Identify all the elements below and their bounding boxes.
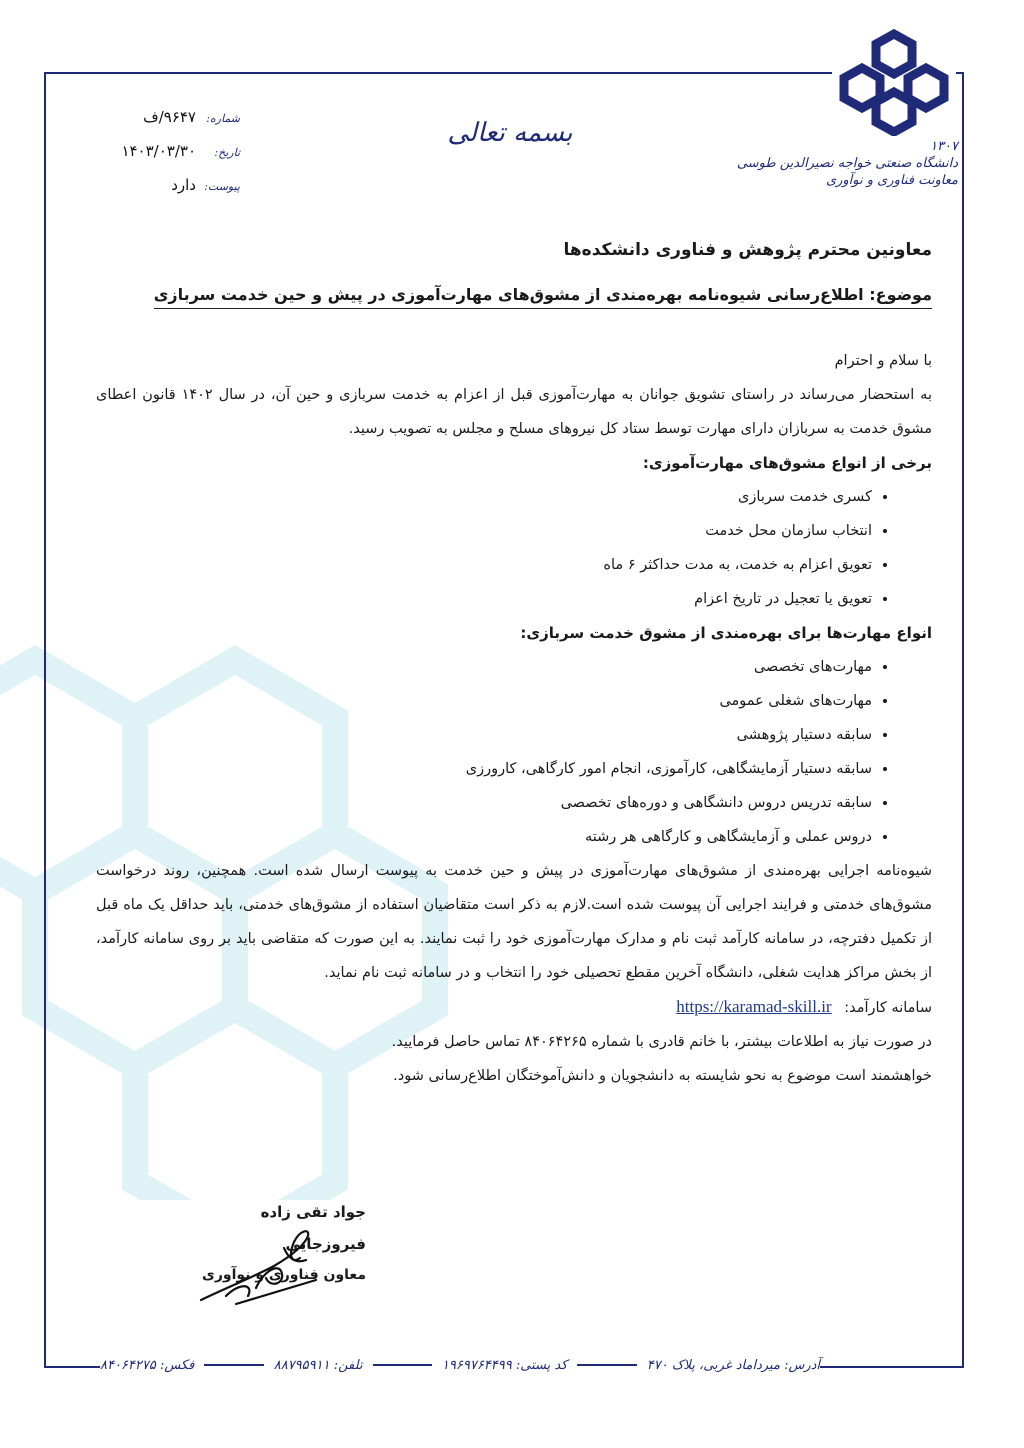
meta-date [100, 142, 240, 176]
meta-label: شماره: [206, 112, 240, 125]
system-label: سامانه کارآمد: [844, 1000, 932, 1016]
logo-caption [737, 138, 958, 189]
signatory-name: جواد تقی زاده فیروزجایی [260, 1203, 366, 1253]
letter-meta [100, 108, 240, 210]
list-item: • تعویق یا تعجیل در تاریخ اعزام [96, 582, 872, 616]
addressee: معاونین محترم پژوهش و فناوری دانشکده‌ها [563, 240, 932, 260]
bismillah: بسمه تعالی [447, 118, 573, 148]
contact-paragraph: در صورت نیاز به اطلاعات بیشتر، با خانم قادری با شماره ۸۴۰۶۴۲۶۵ تماس حاصل فرمایید. [391, 1034, 932, 1050]
list-item: • کسری خدمت سربازی [96, 480, 872, 514]
list-item: • تعویق اعزام به خدمت، به مدت حداکثر ۶ ماه [96, 548, 872, 582]
footer-divider [204, 1364, 263, 1366]
intro-paragraph: به استحضار می‌رساند در راستای تشویق جوانان به مهارت‌آموزی قبل از اعزام به خدمت سربازی و حین آن، در سال ۱۴۰۲ قانون اعطای مشوق خدمت به سربازان دارای مهارت توسط ستاد کل نیروهای مسلح و مجلس به تصویب رسید. [96, 387, 932, 437]
logo-department: معاونت فناوری و نوآوری [825, 173, 958, 188]
footer-address: آدرس: میرداماد غربی، پلاک ۴۷۰ [646, 1357, 820, 1373]
university-logo-icon [832, 26, 956, 136]
list-item: • دروس عملی و آزمایشگاهی و کارگاهی هر رشته [96, 820, 872, 854]
skills-heading: انواع مهارت‌ها برای بهره‌مندی از مشوق خدمت سربازی: [520, 624, 932, 642]
logo-university: دانشگاه صنعتی خواجه نصیرالدین طوسی [736, 156, 958, 171]
letter-number: ۹۶۴۷/ف [143, 108, 196, 126]
list-item: • مهارت‌های تخصصی [96, 650, 872, 684]
signatory-title: معاون فناوری و نوآوری [202, 1267, 366, 1283]
system-line [96, 990, 932, 1025]
list-item: • سابقه تدریس دروس دانشگاهی و دوره‌های تخصصی [96, 786, 872, 820]
list-item: • سابقه دستیار پژوهشی [96, 718, 872, 752]
logo-year: ۱۳۰۷ [930, 139, 958, 154]
footer-fax: فکس: ۸۴۰۶۴۲۷۵ [99, 1357, 195, 1373]
karamad-link[interactable]: https://karamad-skill.ir [676, 997, 832, 1016]
list-item: • مهارت‌های شغلی عمومی [96, 684, 872, 718]
meta-number [100, 108, 240, 142]
skills-list [96, 650, 932, 854]
meta-label: تاریخ: [214, 146, 240, 159]
greeting: با سلام و احترام [834, 353, 932, 369]
letter-body [96, 240, 932, 1093]
list-item: • انتخاب سازمان محل خدمت [96, 514, 872, 548]
closing-paragraph: خواهشمند است موضوع به نحو شایسته به دانشجویان و دانش‌آموختگان اطلاع‌رسانی شود. [393, 1068, 932, 1084]
footer-phone: تلفن: ۸۸۷۹۵۹۱۱ [273, 1357, 363, 1373]
letter-date: ۱۴۰۳/۰۳/۳۰ [121, 142, 196, 160]
list-item: • سابقه دستیار آزمایشگاهی، کارآموزی، انجام امور کارگاهی، کارورزی [96, 752, 872, 786]
footer-divider [373, 1364, 432, 1366]
subject-line [96, 285, 932, 304]
meta-attachment [100, 176, 240, 210]
body-paragraph: شیوه‌نامه اجرایی بهره‌مندی از مشوق‌های مهارت‌آموزی در پیش و حین خدمت به پیوست ارسال شده است. همچنین، روند درخواست مشوق‌های خدمتی و فرایند اجرایی آن پیوست شده است.لازم به ذکر است متقاضیان استفاده از مشوق‌های خدمتی، باید حداقل یک ماه قبل از تکمیل دفترچه، در سامانه کارآمد ثبت نام و مدارک مهارت‌آموزی خود را ثبت نمایند. به این صورت که متقاضی باید بر روی سامانه کارآمد، از بخش مراکز هدایت شغلی، دانشگاه آخرین مقطع تحصیلی خود را انتخاب و در سامانه ثبت نام نماید. [96, 863, 932, 981]
letter-attachment: دارد [171, 176, 196, 194]
footer-postal: کد پستی: ۱۹۶۹۷۶۴۴۹۹ [441, 1357, 568, 1373]
meta-label: پیوست: [204, 180, 240, 193]
subject-text: موضوع: اطلاع‌رسانی شیوه‌نامه بهره‌مندی از مشوق‌های مهارت‌آموزی در پیش و حین خدمت سربازی [154, 285, 932, 309]
incentives-heading: برخی از انواع مشوق‌های مهارت‌آموزی: [642, 454, 932, 472]
footer-divider [577, 1364, 636, 1366]
footer-contact [100, 1352, 820, 1378]
incentives-list [96, 480, 932, 616]
signature-icon [196, 1218, 326, 1308]
